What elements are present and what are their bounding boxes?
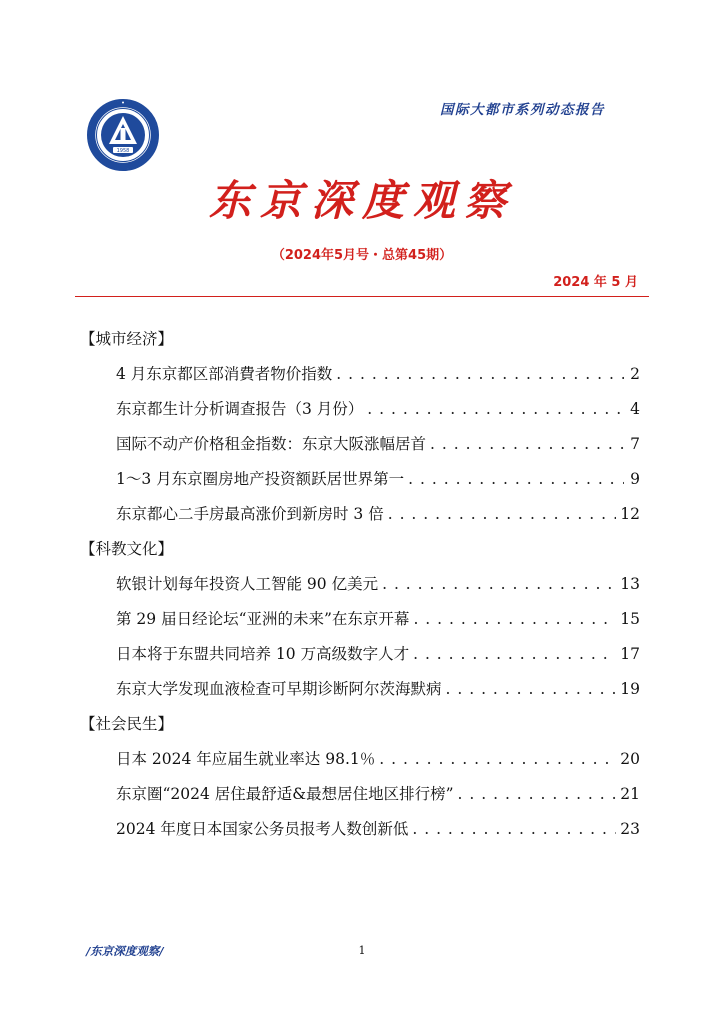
toc-entry-title: 日本 2024 年应届生就业率达 98.1％ — [116, 750, 376, 768]
toc-entry[interactable] — [80, 357, 640, 392]
toc-leader-dots — [382, 567, 616, 602]
toc-entry-title: 日本将于东盟共同培养 10 万高级数字人才 — [116, 645, 410, 663]
toc-entry-page: 21 — [620, 785, 640, 803]
toc-leader-dots — [458, 777, 617, 812]
table-of-contents — [80, 322, 640, 847]
toc-entry-page: 9 — [630, 470, 640, 488]
main-title: 东京深度观察 — [208, 176, 515, 225]
toc-section-title: 【城市经济】 — [80, 330, 174, 348]
series-title: 国际大都市系列动态报告 — [440, 102, 605, 118]
toc-section — [80, 707, 640, 847]
toc-leader-dots — [446, 672, 617, 707]
toc-entry-page: 4 — [630, 400, 640, 418]
toc-leader-dots — [336, 357, 624, 392]
toc-entry-page: 12 — [620, 505, 640, 523]
toc-entry-page: 17 — [620, 645, 640, 663]
toc-entry[interactable] — [80, 392, 640, 427]
toc-entry-title: 1～3 月东京圈房地产投资额跃居世界第一 — [116, 470, 405, 488]
toc-entry-title: 东京都生计分析调查报告（3 月份） — [116, 400, 364, 418]
toc-entry-page: 7 — [630, 435, 640, 453]
toc-entry-title: 第 29 届日经论坛“亚洲的未来”在东京开幕 — [116, 610, 410, 628]
footer-page-number: 1 — [358, 944, 366, 957]
footer-publication-name: /东京深度观察/ — [86, 944, 164, 958]
toc-entry-title: 东京都心二手房最高涨价到新房时 3 倍 — [116, 505, 384, 523]
toc-entry[interactable] — [80, 637, 640, 672]
toc-entry-title: 东京大学发现血液检查可早期诊断阿尔茨海默病 — [116, 680, 442, 698]
toc-leader-dots — [379, 742, 616, 777]
toc-entry[interactable] — [80, 602, 640, 637]
institute-seal-icon — [86, 98, 160, 172]
toc-entry-page: 15 — [620, 610, 640, 628]
toc-section — [80, 532, 640, 707]
header-divider — [75, 296, 649, 297]
publish-date: 2024 年 5 月 — [553, 275, 638, 290]
toc-entry[interactable] — [80, 462, 640, 497]
toc-entry[interactable] — [80, 742, 640, 777]
toc-entry-page: 23 — [620, 820, 640, 838]
toc-entry-title: 4 月东京都区部消費者物价指数 — [116, 365, 333, 383]
issue-line: （2024年5月号・总第45期） — [271, 248, 453, 263]
toc-entry[interactable] — [80, 672, 640, 707]
toc-entry-page: 2 — [630, 365, 640, 383]
toc-entry-title: 东京圈“2024 居住最舒适&最想居住地区排行榜” — [116, 785, 454, 803]
toc-entry[interactable] — [80, 567, 640, 602]
toc-leader-dots — [413, 637, 616, 672]
toc-section — [80, 322, 640, 532]
toc-section-title: 【社会民生】 — [80, 715, 174, 733]
toc-entry-title: 2024 年度日本国家公务员报考人数创新低 — [116, 820, 409, 838]
toc-entry[interactable] — [80, 427, 640, 462]
toc-entry-page: 20 — [620, 750, 640, 768]
institute-logo — [86, 98, 160, 172]
svg-text:1958: 1958 — [116, 148, 130, 154]
toc-leader-dots — [413, 602, 616, 637]
toc-entry-page: 19 — [620, 680, 640, 698]
toc-entry[interactable] — [80, 812, 640, 847]
toc-entry-title: 国际不动产价格租金指数：东京大阪涨幅居首 — [116, 435, 427, 453]
toc-entry[interactable] — [80, 777, 640, 812]
toc-entry[interactable] — [80, 497, 640, 532]
toc-leader-dots — [408, 462, 624, 497]
toc-leader-dots — [412, 812, 616, 847]
toc-entry-page: 13 — [620, 575, 640, 593]
toc-entry-title: 软银计划每年投资人工智能 90 亿美元 — [116, 575, 379, 593]
toc-section-title: 【科教文化】 — [80, 540, 174, 558]
toc-leader-dots — [430, 427, 624, 462]
toc-leader-dots — [388, 497, 617, 532]
toc-leader-dots — [367, 392, 624, 427]
